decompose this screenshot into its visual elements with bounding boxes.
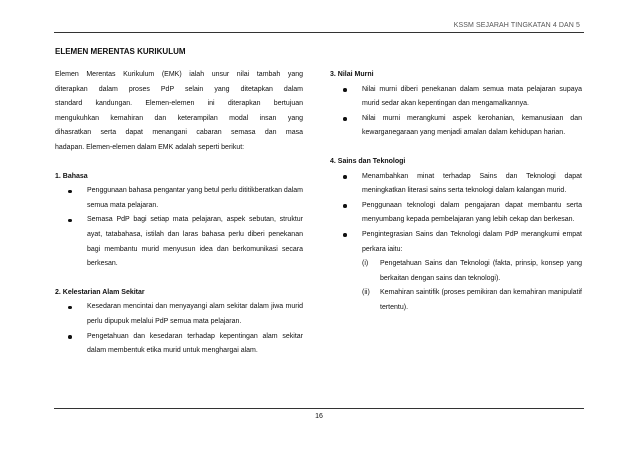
sub-list-item: [362, 257, 582, 286]
list-item-text: Semasa PdP bagi setiap mata pelajaran, aspek sebutan, struktur ayat, tatabahasa, istilah dan laras bahasa perlu diberi penekanan bagi membantu murid menyusun idea dan berkomunikasi secara berkesan.: [87, 216, 303, 268]
list-item: [55, 300, 303, 329]
list-item: [330, 112, 582, 141]
intro-line: standard kandungan. Elemen-elemen ini diterapkan bertujuan: [55, 100, 303, 108]
sub-list: [362, 257, 582, 315]
nilai-murni-list: [330, 83, 582, 141]
right-column: [330, 68, 582, 316]
running-header: KSSM SEJARAH TINGKATAN 4 DAN 5: [453, 22, 580, 29]
list-item: [55, 330, 303, 359]
sub-item-text: Kemahiran saintifik (proses pemikiran dan kemahiran manipulatif tertentu).: [380, 289, 582, 311]
list-item: [330, 228, 582, 316]
list-item: [55, 213, 303, 271]
heading-kelestarian: 2. Kelestarian Alam Sekitar: [55, 288, 145, 296]
bullet-icon: [343, 88, 347, 92]
bullet-icon: [68, 219, 72, 223]
heading-bahasa: 1. Bahasa: [55, 172, 88, 180]
list-item-text: Kesedaran mencintai dan menyayangi alam sekitar dalam jiwa murid perlu dipupuk melalui PdP semua mata pelajaran.: [87, 303, 303, 325]
list-item-text: Nilai murni diberi penekanan dalam semua mata pelajaran supaya murid sedar akan kepentingan dan mengamalkannya.: [362, 85, 582, 108]
bullet-icon: [68, 335, 72, 339]
list-item-text: Penggunaan bahasa pengantar yang betul perlu dititikberatkan dalam semua mata pelajaran.: [87, 187, 303, 209]
left-column: [55, 68, 303, 359]
intro-line: mengukuhkan kemahiran dan keterampilan modal insan yang: [55, 114, 303, 122]
sains-teknologi-list: [330, 170, 582, 316]
heading-sains-teknologi: 4. Sains dan Teknologi: [330, 157, 406, 165]
list-item: [330, 83, 582, 112]
sub-marker: (i): [362, 260, 369, 268]
header-rule: [54, 32, 584, 33]
bullet-icon: [68, 190, 72, 194]
intro-line: diterapkan dalam proses PdP selain yang ditetapkan dalam: [55, 85, 303, 93]
intro-paragraph: [55, 68, 303, 156]
list-item-text: Menambahkan minat terhadap Sains dan Teknologi dapat meningkatkan literasi sains serta teknologi dalam kalangan murid.: [362, 172, 582, 195]
bullet-icon: [343, 204, 347, 208]
list-item-text: Pengetahuan dan kesedaran terhadap kepentingan alam sekitar dalam membentuk etika murid untuk menghargai alam.: [87, 332, 303, 355]
sub-item-text: Pengetahuan Sains dan Teknologi (fakta, prinsip, konsep yang berkaitan dengan sains dan teknologi).: [380, 260, 582, 282]
bullet-icon: [68, 306, 72, 310]
intro-line: hadapan. Elemen-elemen dalam EMK adalah seperti berikut:: [55, 143, 245, 151]
sub-marker: (ii): [362, 289, 370, 297]
page-number: 16: [315, 413, 323, 420]
bahasa-list: [55, 184, 303, 272]
list-item: [330, 199, 582, 228]
bullet-icon: [343, 233, 347, 237]
footer-rule: [54, 408, 584, 409]
heading-nilai-murni: 3. Nilai Murni: [330, 71, 374, 78]
section-title: ELEMEN MERENTAS KURIKULUM: [55, 47, 186, 56]
sub-list-item: [362, 286, 582, 315]
list-item-text: Penggunaan teknologi dalam pengajaran dapat membantu serta menyumbang kepada pembelajaran yang lebih cekap dan berkesan.: [362, 201, 582, 224]
list-item-text: Pengintegrasian Sains dan Teknologi dalam PdP merangkumi empat perkara iaitu:: [362, 230, 582, 253]
bullet-icon: [343, 175, 347, 179]
kelestarian-list: [55, 300, 303, 358]
list-item-text: Nilai murni merangkumi aspek kerohanian, kemanusiaan dan kewarganegaraan yang menjadi amalan dalam kehidupan harian.: [362, 114, 582, 137]
bullet-icon: [343, 117, 347, 121]
intro-line: dihasratkan serta dapat menangani cabaran semasa dan masa: [55, 129, 303, 137]
list-item: [55, 184, 303, 213]
intro-line: Elemen Merentas Kurikulum (EMK) ialah unsur nilai tambah yang: [55, 71, 303, 78]
list-item: [330, 170, 582, 199]
